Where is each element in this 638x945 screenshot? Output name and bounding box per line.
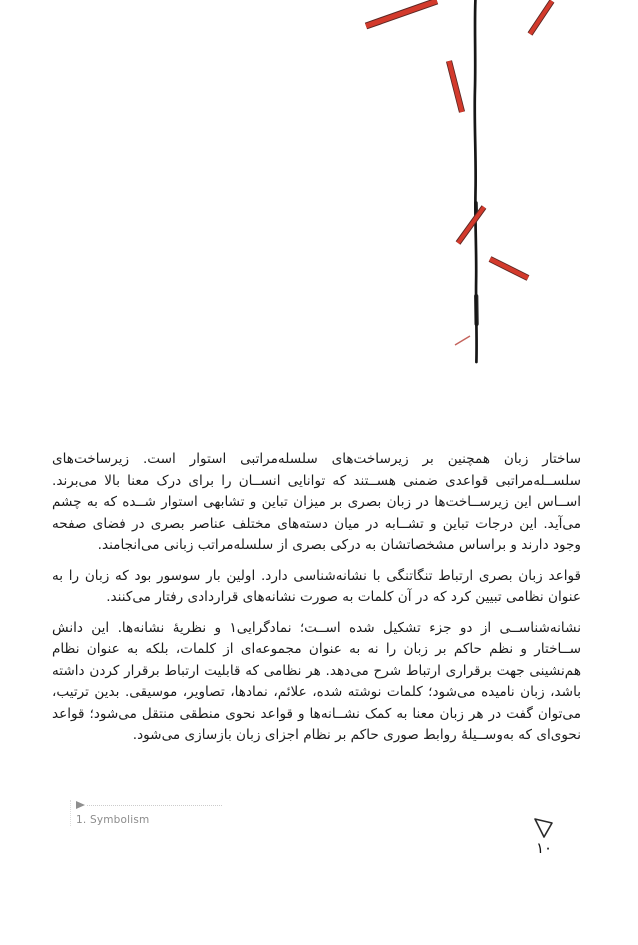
- red-stroke-5: [490, 259, 528, 278]
- footnote: [70, 800, 222, 826]
- footnote-arrow-icon: [76, 801, 85, 809]
- page-number: ۱۰: [535, 839, 553, 857]
- red-stroke-6: [455, 336, 470, 345]
- paragraph-1: ساختار زبان همچنین بر زیرساخت‌های سلسله‌مراتبی استوار است. زیرساخت‌های سلســله‌مراتبی قواعدی ضمنی هســتند که توانایی انســان را برای درک معنا بالا می‌برند. اســاس این زیرســاخت‌ها در زبان بصری بر میزان تباین و تشابهی استوار شــده که به چشم می‌آید. این درجات تباین و تشــابه در میان دسته‌های مختلف عناصر بصری در فضای صفحه وجود دارند و براساس مشخصاتشان به درکی بصری از سلسله‌مراتب زبانی می‌انجامند.: [52, 451, 581, 553]
- footnote-rule: [76, 800, 222, 810]
- paragraph-3: نشانه‌شناســی از دو جزء تشکیل شده اســت؛ نمادگرایی۱ و نظریهٔ نشانه‌ها. این دانش ســاختار و نظم حاکم بر زبان را نه به عنوان مجموعه‌ای از کلمات، بلکه به عنوان نظام هم‌نشینی جهت برقراری ارتباط شرح می‌دهد. هر نظامی که قابلیت ارتباط برقرار کردن داشته باشد، زبان نامیده می‌شود؛ کلمات نوشته شده، علائم، نمادها، تصاویر، موسیقی. بدین ترتیب، می‌توان گفت در هر زبان معنا به کمک نشــانه‌ها و قواعد نحوی منطقی منتقل می‌شود؛ قواعد نحوی‌ای که به‌وســیلهٔ روابط صوری حاکم بر نظام اجزای زبان بازسازی می‌شود.: [52, 619, 581, 743]
- footnote-dotted-line: [87, 805, 222, 806]
- paragraph-2: قواعد زبان بصری ارتباط تنگاتنگی با نشانه‌شناسی دارد. اولین بار سوسور بود که زبان را به عنوان نظامی تبیین کرد که در آن کلمات به صورت نشانه‌های قراردادی رفتار می‌کنند.: [52, 567, 581, 605]
- red-stroke-2: [530, 1, 552, 34]
- red-stroke-4: [458, 207, 484, 243]
- red-stroke-3: [449, 61, 462, 112]
- red-stroke-1: [366, 1, 437, 26]
- triangle-marker-icon: [530, 811, 560, 839]
- artwork-canvas: [0, 0, 638, 380]
- body-text: [52, 449, 581, 747]
- footnote-text: 1. Symbolism: [76, 814, 150, 826]
